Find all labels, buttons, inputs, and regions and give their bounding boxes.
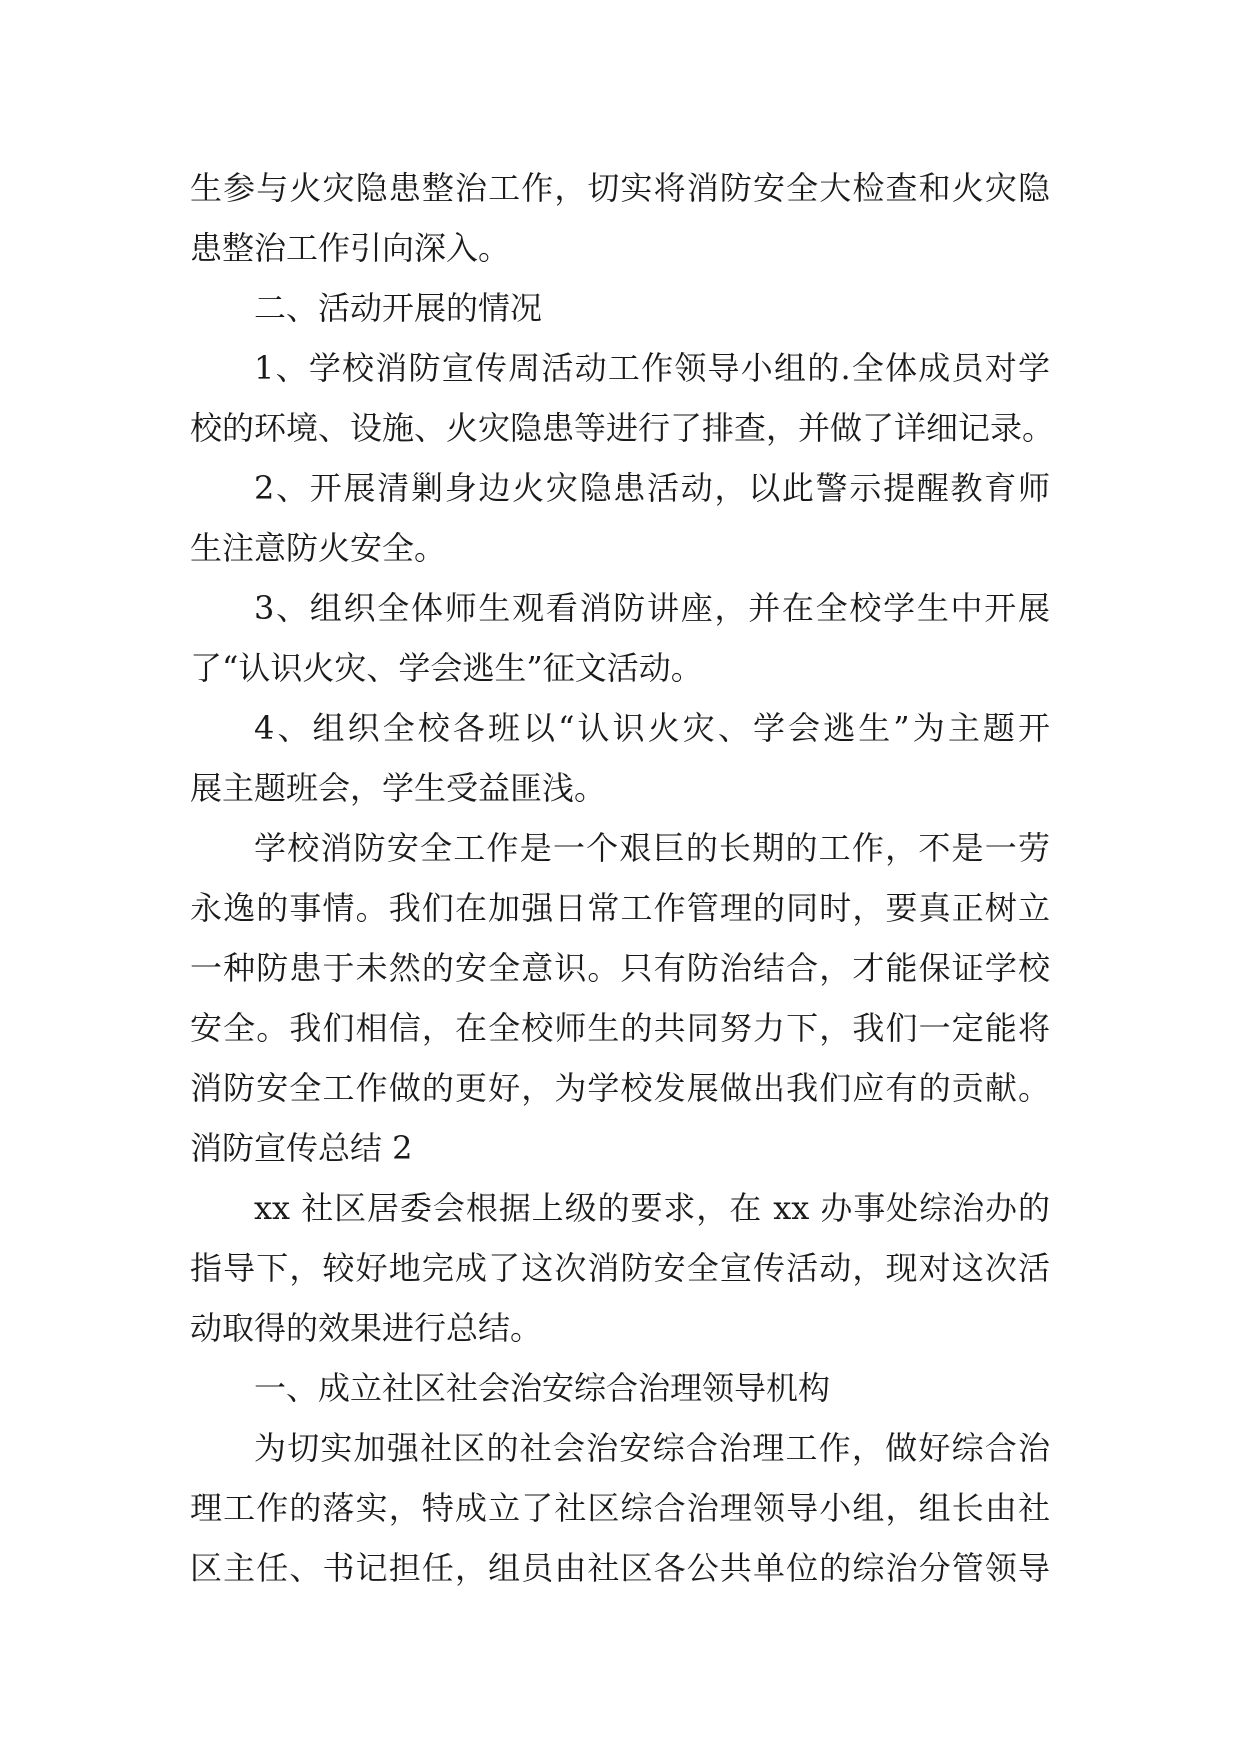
text-line: 1、学校消防宣传周活动工作领导小组的.全体成员对学 xyxy=(254,349,1050,387)
text-line: 了“认识火灾、学会逃生”征文活动。 xyxy=(190,649,703,687)
text-line: 一种防患于未然的安全意识。只有防治结合，才能保证学校 xyxy=(190,949,1050,987)
text-line: 校的环境、设施、火灾隐患等进行了排查，并做了详细记录。 xyxy=(190,409,1055,447)
text-line: 为切实加强社区的社会治安综合治理工作，做好综合治 xyxy=(254,1429,1050,1467)
section-heading: 二、活动开展的情况 xyxy=(254,289,543,327)
text-line: 患整治工作引向深入。 xyxy=(190,229,511,267)
text-line: 生注意防火安全。 xyxy=(190,529,447,567)
text-line: 消防安全工作做的更好，为学校发展做出我们应有的贡献。 xyxy=(190,1069,1050,1107)
text-line: 展主题班会，学生受益匪浅。 xyxy=(190,769,607,807)
document-title: 消防宣传总结 2 xyxy=(190,1129,413,1167)
text-line: 生参与火灾隐患整治工作，切实将消防安全大检查和火灾隐 xyxy=(190,169,1050,207)
text-line: xx 社区居委会根据上级的要求，在 xx 办事处综治办的 xyxy=(254,1189,1050,1227)
text-line: 永逸的事情。我们在加强日常工作管理的同时，要真正树立 xyxy=(190,889,1050,927)
text-line: 2、开展清剿身边火灾隐患活动，以此警示提醒教育师 xyxy=(254,469,1050,507)
text-line: 动取得的效果进行总结。 xyxy=(190,1309,543,1347)
text-line: 学校消防安全工作是一个艰巨的长期的工作，不是一劳 xyxy=(254,829,1050,867)
text-line: 安全。我们相信，在全校师生的共同努力下，我们一定能将 xyxy=(190,1009,1050,1047)
text-line: 区主任、书记担任，组员由社区各公共单位的综治分管领导 xyxy=(190,1549,1050,1587)
section-heading: 一、成立社区社会治安综合治理领导机构 xyxy=(254,1369,831,1407)
text-line: 4、组织全校各班以“认识火灾、学会逃生”为主题开 xyxy=(254,709,1050,747)
text-line: 理工作的落实，特成立了社区综合治理领导小组，组长由社 xyxy=(190,1489,1050,1527)
text-line: 3、组织全体师生观看消防讲座，并在全校学生中开展 xyxy=(254,589,1050,627)
text-line: 指导下，较好地完成了这次消防安全宣传活动，现对这次活 xyxy=(190,1249,1050,1287)
